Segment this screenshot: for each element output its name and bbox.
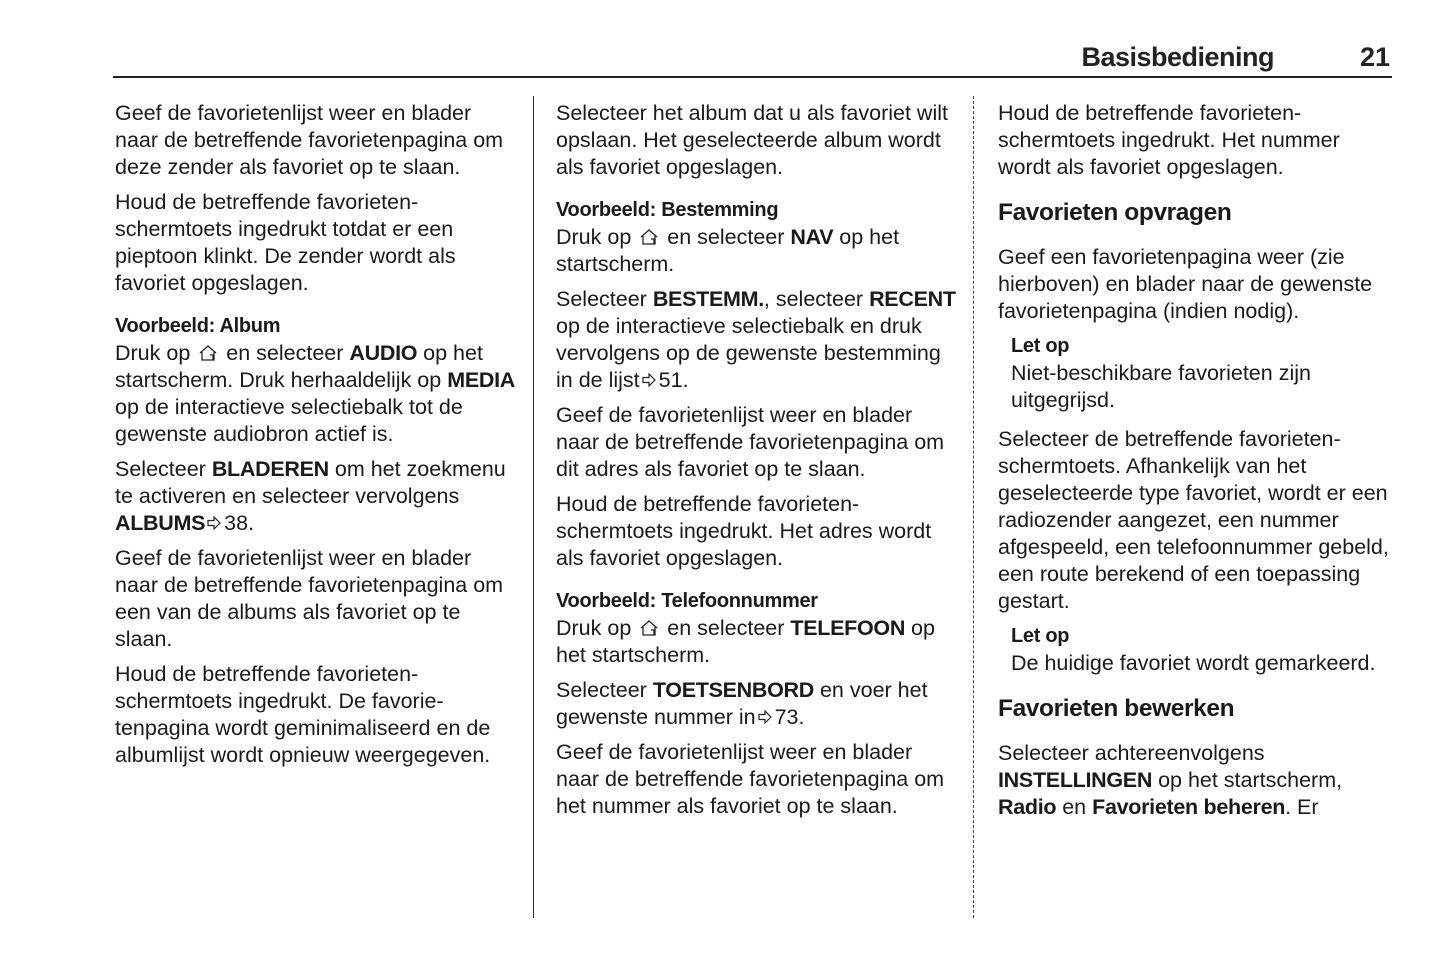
paragraph: Selecteer BESTEMM., selecteer RECENT op de interactieve selectiebalk en druk vervolgens op de gewenste bestemming in de lijst 51. (556, 287, 956, 392)
paragraph: Geef de favorietenlijst weer en blader naar de betreffende favorietenpagina om een van de albums als favoriet op te slaan. (115, 546, 504, 651)
page-number: 21 (1359, 42, 1390, 72)
paragraph: Geef de favorietenlijst weer en blader naar de betreffende favorietenpagina om het nummer als favoriet op te slaan. (556, 740, 945, 818)
column-divider-1 (533, 96, 534, 918)
column-divider-2 (973, 96, 974, 918)
arrow-reference-icon (642, 373, 656, 387)
label-toetsenbord: TOETSENBORD (652, 678, 814, 702)
label-media: MEDIA (447, 368, 515, 392)
heading-favorieten-opvragen: Favorieten opvragen (998, 199, 1232, 226)
note-box (1011, 623, 1398, 677)
arrow-reference-icon (758, 710, 772, 724)
note-text: De huidige favoriet wordt gemarkeerd. (1011, 651, 1376, 675)
subheading-phone: Voorbeeld: Telefoonnummer (556, 590, 818, 612)
label-albums: ALBUMS (115, 511, 206, 535)
paragraph: Houd de betreffende favorietenschermtoets ingedrukt totdat er een pieptoon klinkt. De zender wordt als favoriet opgeslagen. (115, 190, 456, 295)
paragraph: Druk op en selecteer NAV op het startscherm. (556, 225, 900, 276)
label-instellingen: INSTELLINGEN (998, 768, 1153, 792)
section-title: Basisbediening (1081, 42, 1274, 72)
label-radio: Radio (998, 795, 1057, 819)
heading-favorieten-bewerken: Favorieten bewerken (998, 695, 1235, 722)
note-title: Let op (1011, 335, 1070, 357)
column-3 (998, 100, 1398, 829)
paragraph: Selecteer BLADEREN om het zoekmenu te activeren en selecteer vervolgens ALBUMS 38. (115, 457, 506, 535)
label-audio: AUDIO (349, 341, 418, 365)
label-favorieten-beheren: Favorieten beheren (1092, 795, 1286, 819)
paragraph: Druk op en selecteer TELEFOON op het startscherm. (556, 616, 935, 667)
subheading-album: Voorbeeld: Album (115, 315, 281, 337)
arrow-reference-icon (207, 516, 221, 530)
paragraph: Houd de betreffende favorietenschermtoets ingedrukt. Het adres wordt als favoriet opgeslagen. (556, 492, 932, 570)
page-reference[interactable]: 38. (224, 511, 255, 535)
page-reference[interactable]: 73. (774, 705, 805, 729)
subheading-destination: Voorbeeld: Bestemming (556, 199, 779, 221)
column-2 (556, 100, 961, 828)
label-bestemm: BESTEMM. (652, 287, 764, 311)
paragraph: Geef een favorietenpagina weer (zie hierboven) en blader naar de gewenste favorietenpagina (indien nodig). (998, 245, 1373, 323)
label-bladeren: BLADEREN (211, 457, 329, 481)
paragraph: Druk op en selecteer AUDIO op het startscherm. Druk herhaaldelijk op MEDIA op de interactieve selectiebalk tot de gewenste audiobron actief is. (115, 341, 515, 446)
paragraph: Houd de betreffende favorietenschermtoets ingedrukt. Het nummer wordt als favoriet opgeslagen. (998, 101, 1340, 179)
paragraph: Selecteer het album dat u als favoriet wilt opslaan. Het geselecteerde album wordt als favoriet opgeslagen. (556, 101, 948, 179)
label-nav: NAV (790, 225, 834, 249)
home-icon (640, 229, 658, 245)
note-text: Niet-beschikbare favorieten zijn uitgegrijsd. (1011, 361, 1311, 412)
page-reference[interactable]: 51. (658, 368, 689, 392)
paragraph: Houd de betreffende favorietenschermtoets ingedrukt. De favorietenpagina wordt geminimaliseerd en de albumlijst wordt opnieuw weergegeven. (115, 662, 491, 767)
note-box (1011, 333, 1398, 414)
paragraph: Selecteer de betreffende favorietenschermtoets. Afhankelijk van het geselecteerde type favoriet, wordt er een radiozender aangezet, een nummer afgespeeld, een telefoonnummer gebeld, een route berekend of een toepassing gestart. (998, 427, 1389, 613)
page-header (113, 38, 1392, 78)
paragraph: Selecteer achtereenvolgens INSTELLINGEN op het startscherm, Radio en Favorieten beheren. Er (998, 741, 1343, 819)
paragraph: Selecteer TOETSENBORD en voer het gewenste nummer in 73. (556, 678, 928, 729)
home-icon (199, 345, 217, 361)
paragraph: Geef de favorietenlijst weer en blader naar de betreffende favorietenpagina om dit adres als favoriet op te slaan. (556, 403, 945, 481)
label-recent: RECENT (869, 287, 956, 311)
column-1 (115, 100, 520, 777)
home-icon (640, 620, 658, 636)
paragraph: Geef de favorietenlijst weer en blader naar de betreffende favorietenpagina om deze zender als favoriet op te slaan. (115, 101, 504, 179)
note-title: Let op (1011, 625, 1070, 647)
label-telefoon: TELEFOON (790, 616, 906, 640)
